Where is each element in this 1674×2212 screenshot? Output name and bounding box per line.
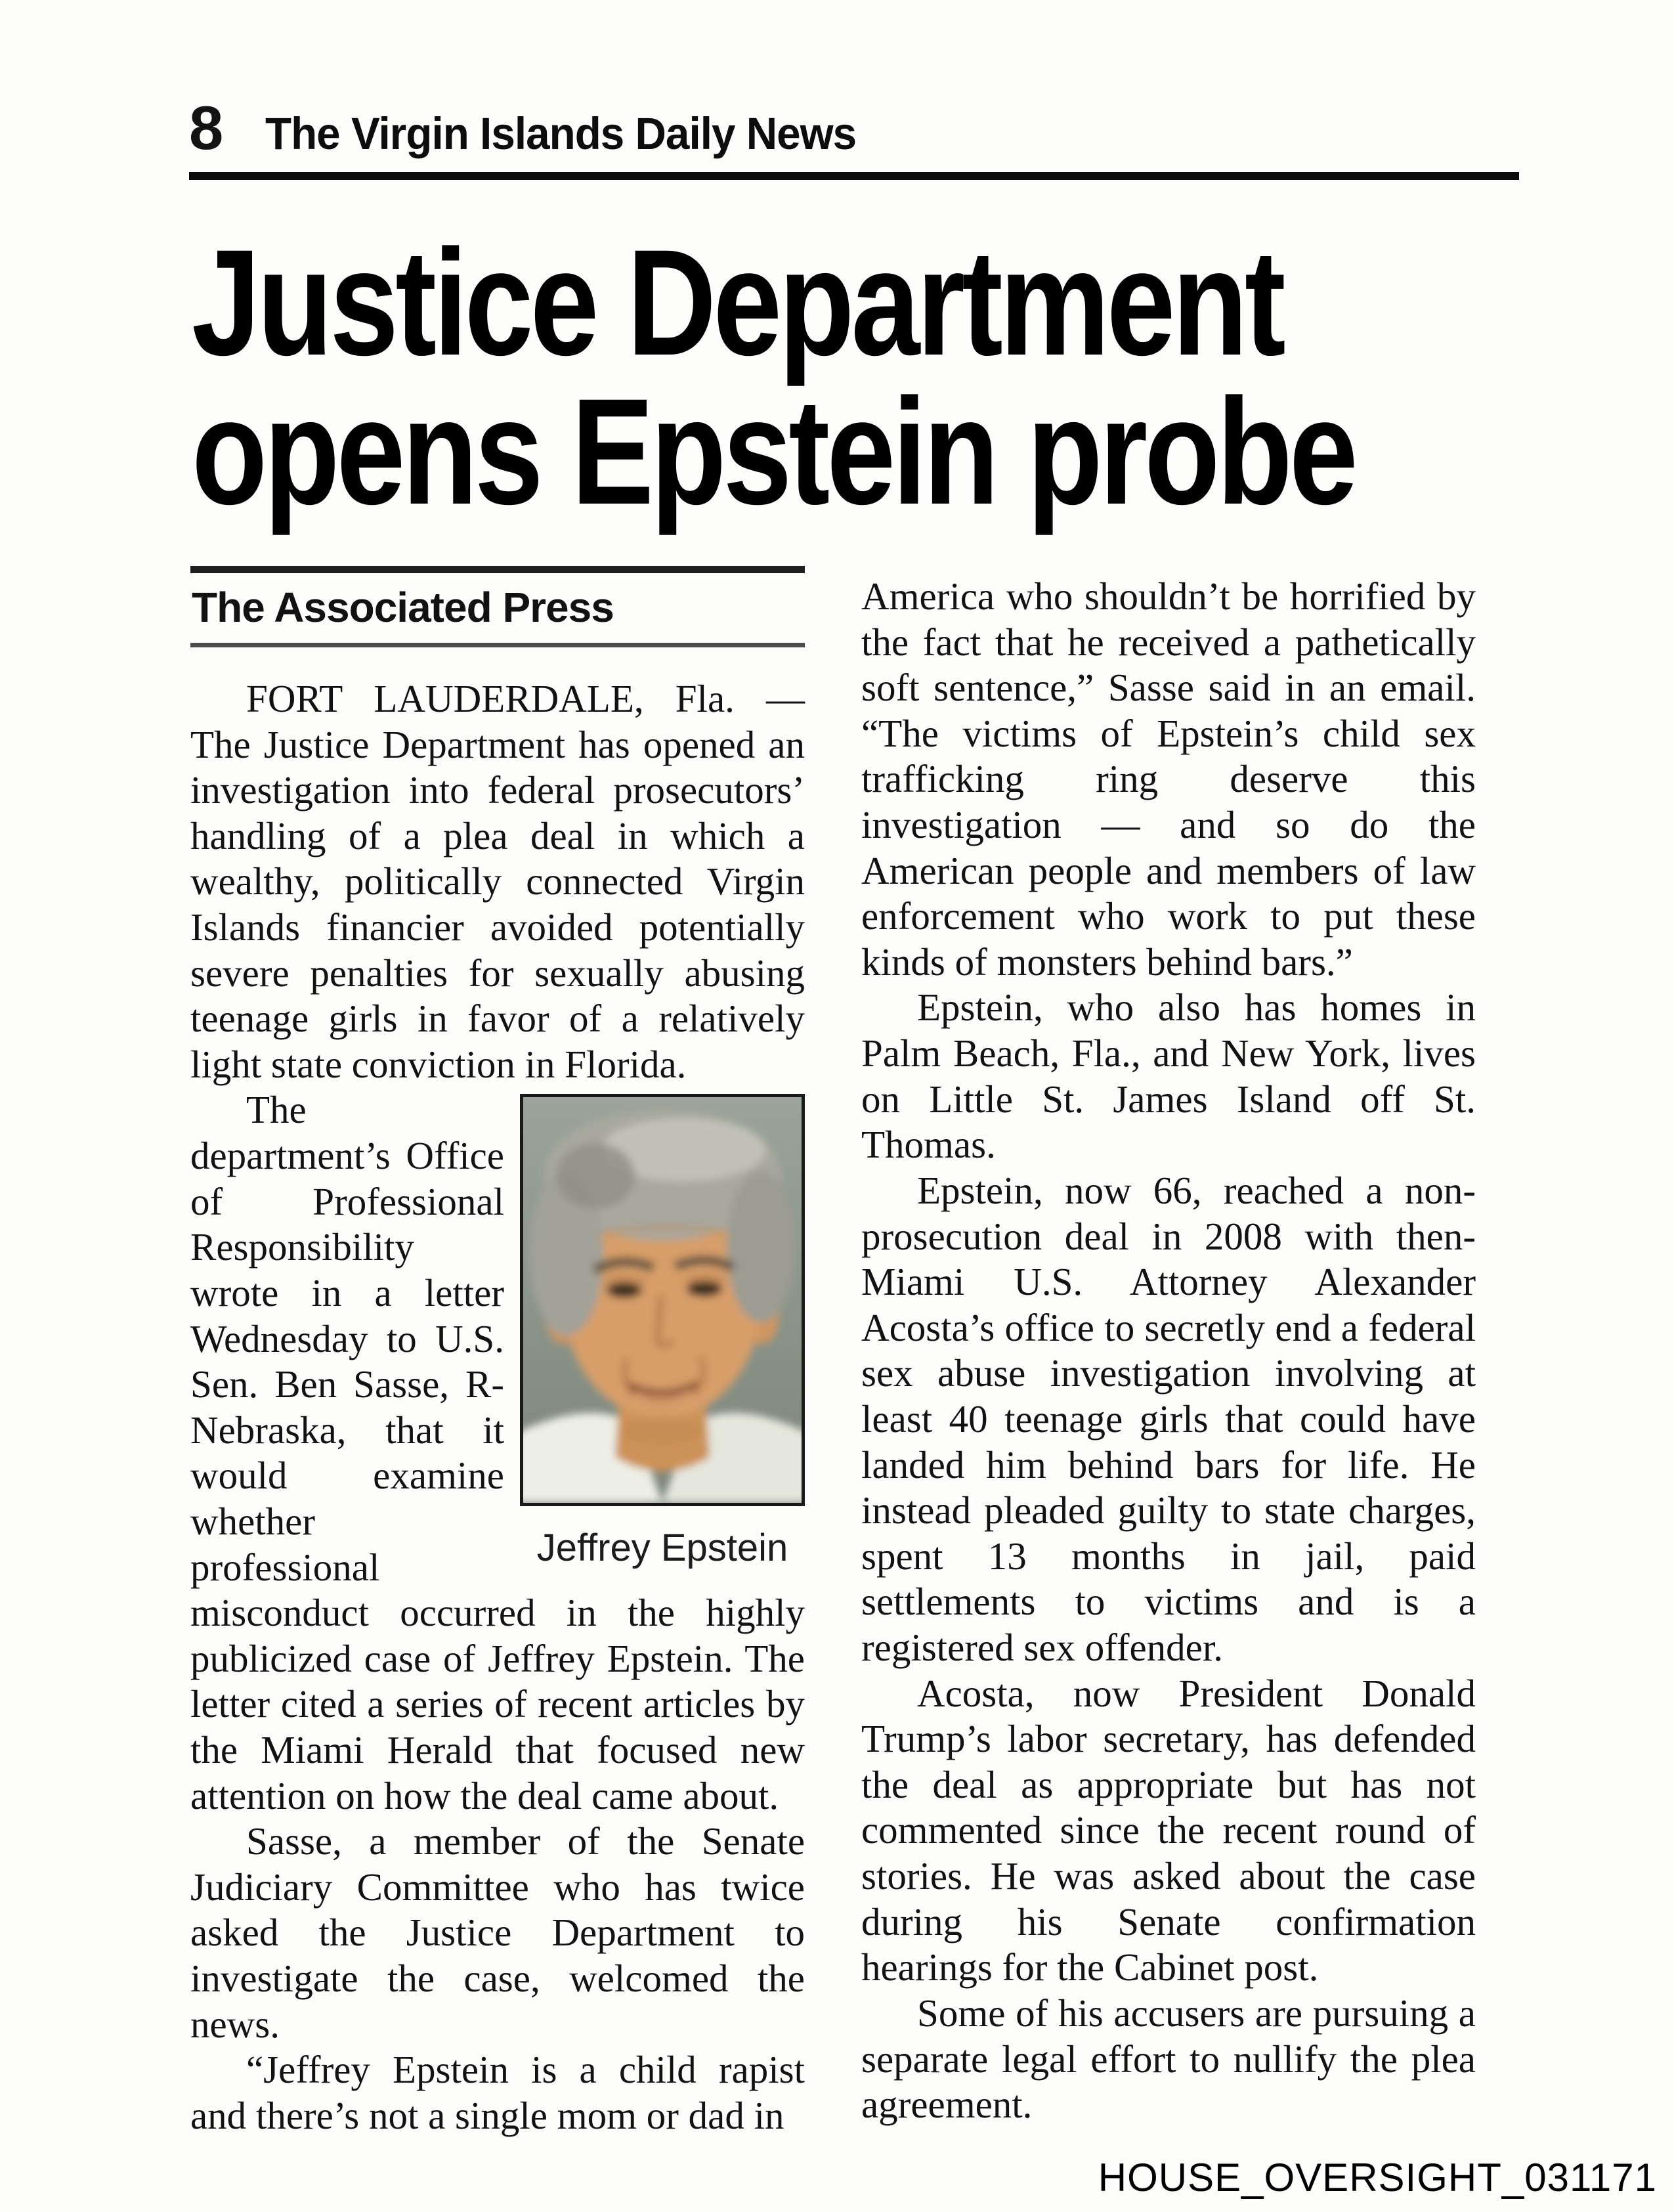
bates-stamp: HOUSE_OVERSIGHT_031171 bbox=[1098, 2156, 1657, 2200]
masthead-rule bbox=[189, 172, 1519, 180]
masthead bbox=[189, 93, 888, 162]
article-paragraph: Acosta, now President Donald Trump’s labor secretary, has defended the deal as appropriate but has not commented since the recent round of stories. He was asked about the case during his Senate confirmation hearings for the Cabinet post. bbox=[861, 1671, 1476, 1989]
photo-caption: Jeffrey Epstein bbox=[536, 1527, 788, 1570]
byline: The Associated Press bbox=[192, 584, 614, 631]
article-column-left bbox=[190, 566, 805, 2139]
headline bbox=[192, 218, 1355, 536]
article-paragraph: FORT LAUDERDALE, Fla. — The Justice Department has opened an investigation into federal prosecutors’ handling of a plea deal in which a wealthy, politically connected Virgin Islands financier avoided potentially severe penalties for sexually abusing teenage girls in favor of a relatively light state conviction in Florida. bbox=[190, 677, 805, 1086]
byline-rule-top bbox=[190, 566, 805, 573]
article-paragraph: Sasse, a member of the Senate Judiciary Committee who has twice asked the Justice Department to investigate the case, welcomed the news. bbox=[190, 1819, 805, 2046]
epstein-mugshot-photo bbox=[520, 1094, 805, 1506]
byline-block bbox=[190, 566, 805, 647]
byline-rule-bottom bbox=[190, 643, 805, 647]
photo-figure bbox=[520, 1094, 805, 1569]
headline-line1: Justice Department bbox=[192, 218, 1283, 387]
newspaper-title: The Virgin Islands Daily News bbox=[265, 108, 857, 159]
article-paragraph: Epstein, who also has homes in Palm Beach, Fla., and New York, lives on Little St. James Island off St. Thomas. bbox=[861, 986, 1476, 1167]
article-paragraph: “Jeffrey Epstein is a child rapist and there’s not a single mom or dad in bbox=[190, 2048, 805, 2137]
article-paragraph: Epstein, now 66, reached a non-prosecution deal in 2008 with then-Miami U.S. Attorney Alexander Acosta’s office to secretly end a federal sex abuse investigation involving at least 40 teenage girls that could have landed him behind bars for life. He instead pleaded guilty to state charges, spent 13 months in jail, paid settlements to victims and is a registered sex offender. bbox=[861, 1168, 1476, 1670]
article-paragraph: The department’s Office of Professional Responsibility wrote in a letter Wednesday to U.S. Sen. Ben Sasse, R-Nebraska, that it would examine whether professional misconduct occurred in the highly publicized case of Jeffrey Epstein. The letter cited a series of recent articles by the Miami Herald that focused new attention on how the deal came about. bbox=[190, 1088, 805, 1817]
page-number: 8 bbox=[189, 93, 224, 162]
article-paragraph: America who shouldn’t be horrified by the fact that he received a pathetically soft sentence,” Sasse said in an email. “The victims of Epstein’s child sex trafficking ring deserve this investigation — and so do the American people and members of law enforcement who work to put these kinds of monsters behind bars.” bbox=[861, 575, 1476, 984]
headline-line2: opens Epstein probe bbox=[192, 366, 1355, 536]
article-paragraph: Some of his accusers are pursuing a separate legal effort to nullify the plea agreement. bbox=[861, 1991, 1476, 2127]
article-column-right bbox=[861, 574, 1476, 2128]
mugshot-illustration bbox=[523, 1097, 802, 1503]
